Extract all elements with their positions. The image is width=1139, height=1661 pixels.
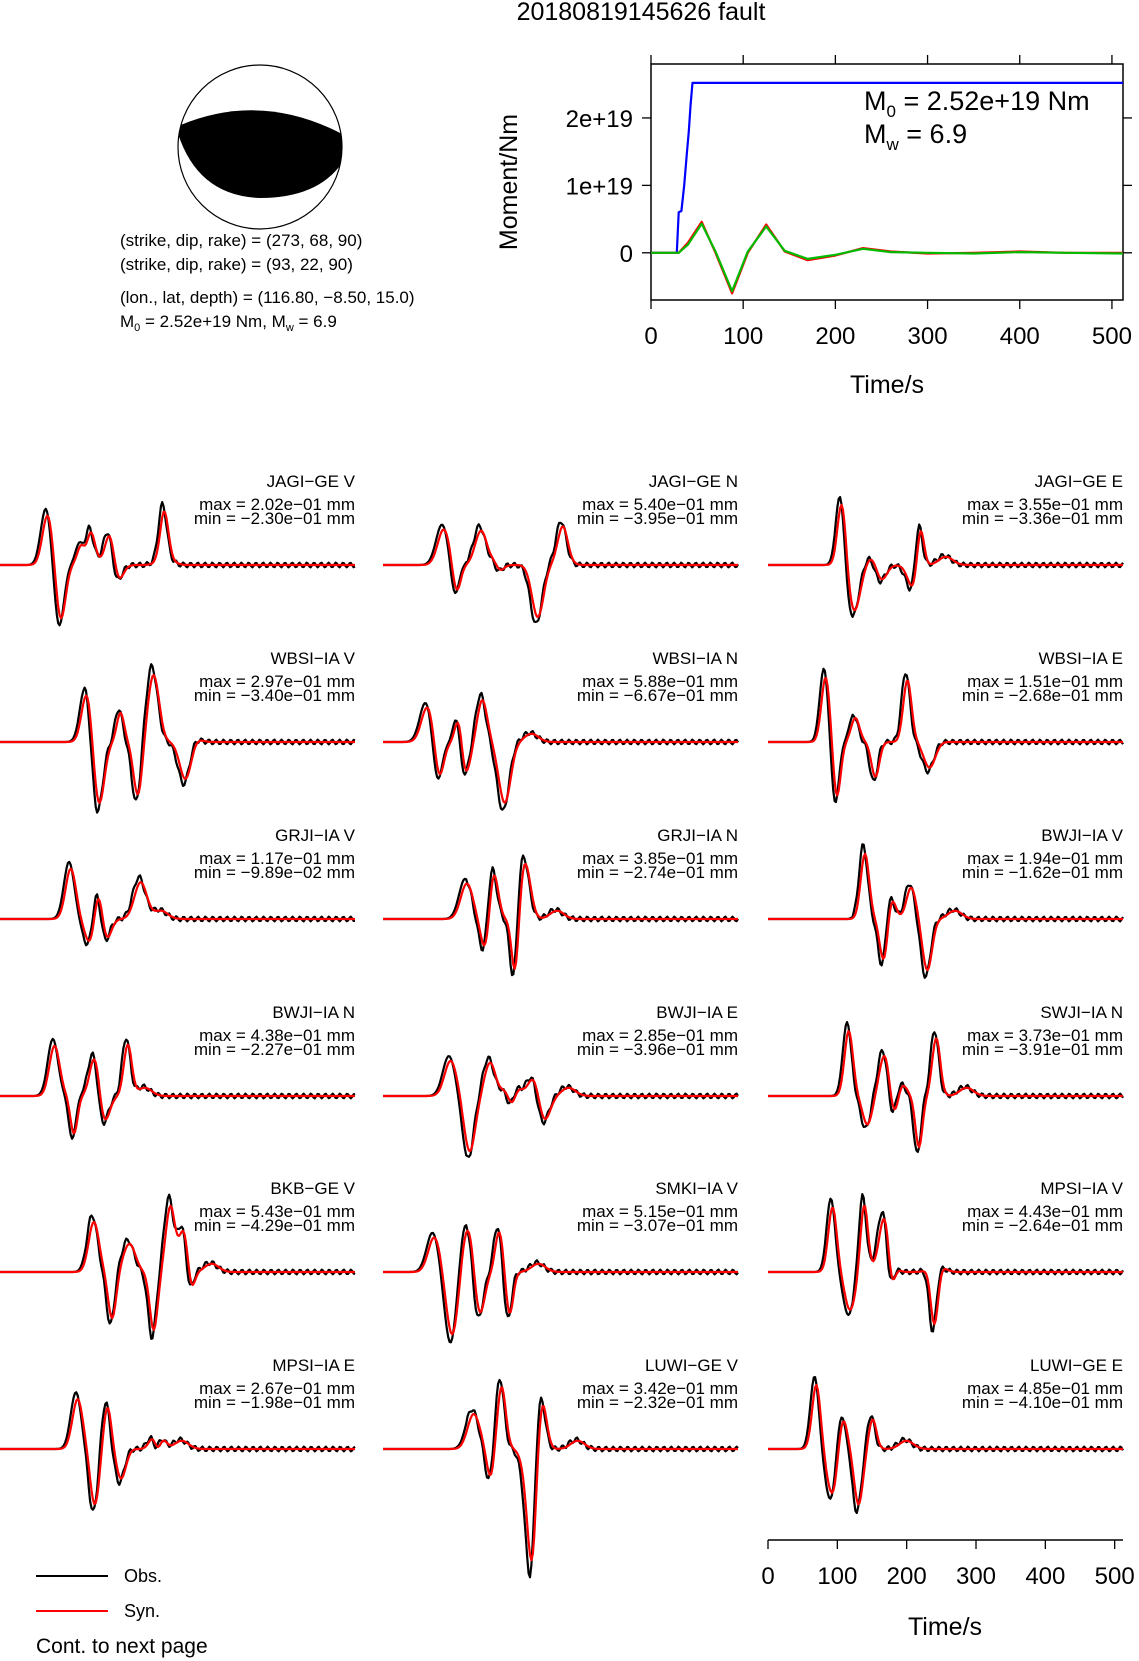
waveform-panel xyxy=(0,1179,356,1339)
waveform-max-label: max = 1.17e−01 mm xyxy=(199,849,355,868)
waveform-min-label: min = −4.10e−01 mm xyxy=(961,1393,1123,1412)
waveform-panel xyxy=(768,649,1123,802)
waveform-max-label: max = 4.43e−01 mm xyxy=(967,1202,1123,1221)
figure-title: 20180819145626 fault xyxy=(516,0,766,26)
waveform-max-label: max = 5.43e−01 mm xyxy=(199,1202,355,1221)
waveform-panel xyxy=(383,472,738,622)
waveform-min-label: min = −6.67e−01 mm xyxy=(576,686,738,705)
mechanism-line-2: (strike, dip, rake) = (93, 22, 90) xyxy=(120,255,353,274)
waveform-max-label: max = 2.85e−01 mm xyxy=(582,1026,738,1045)
waveform-min-label: min = −9.89e−02 mm xyxy=(193,863,355,882)
moment-rate-green-line xyxy=(651,224,1123,291)
waveform-panel xyxy=(383,1179,739,1342)
waveform-panel xyxy=(383,1356,739,1577)
waveform-station-label: MPSI−IA V xyxy=(1040,1179,1123,1198)
waveform-max-label: max = 3.85e−01 mm xyxy=(582,849,738,868)
moment-chart xyxy=(495,55,1132,399)
waveform-panel xyxy=(768,826,1124,978)
waveform-panel xyxy=(383,649,738,810)
waveform-min-label: min = −1.98e−01 mm xyxy=(193,1393,355,1412)
waveform-max-label: max = 4.85e−01 mm xyxy=(967,1379,1123,1398)
waveform-max-label: max = 3.73e−01 mm xyxy=(967,1026,1123,1045)
waveform-station-label: JAGI−GE V xyxy=(266,472,355,491)
moment-y-tick-label: 2e+19 xyxy=(565,105,633,133)
waveform-min-label: min = −2.30e−01 mm xyxy=(193,509,355,528)
waveform-panel xyxy=(383,1003,738,1157)
waveform-min-label: min = −3.36e−01 mm xyxy=(961,509,1123,528)
waveform-station-label: LUWI−GE E xyxy=(1029,1356,1123,1375)
waveform-max-label: max = 5.15e−01 mm xyxy=(582,1202,738,1221)
waveform-min-label: min = −3.40e−01 mm xyxy=(193,686,355,705)
waveform-station-label: GRJI−IA V xyxy=(275,826,355,845)
waveform-min-label: min = −3.95e−01 mm xyxy=(576,509,738,528)
synthetic-waveform xyxy=(383,1388,738,1561)
waveform-station-label: BWJI−IA V xyxy=(1041,826,1123,845)
synthetic-waveform xyxy=(383,1061,738,1151)
waveform-panel xyxy=(0,1003,355,1139)
moment-ylabel: Moment/Nm xyxy=(495,113,523,251)
continuation-note: Cont. to next page xyxy=(36,1635,208,1658)
waveform-min-label: min = −4.29e−01 mm xyxy=(193,1216,355,1235)
moment-y-tick-label: 0 xyxy=(619,240,633,268)
waveform-station-label: BWJI−IA E xyxy=(656,1003,738,1022)
waveform-station-label: LUWI−GE V xyxy=(644,1356,738,1375)
moment-x-tick-label: 300 xyxy=(907,323,948,350)
magnitude-line: $M_0 = 2.52e+19$ Nm, $M_w = 6.9$ xyxy=(120,312,337,334)
waveform-panel xyxy=(383,826,738,975)
moment-x-tick-label: 500 xyxy=(1091,323,1132,350)
waveform-panel xyxy=(0,826,356,945)
synthetic-waveform xyxy=(383,700,738,802)
bottom-xlabel: Time/s xyxy=(907,1613,983,1641)
legend xyxy=(36,1566,162,1621)
waveform-station-label: WBSI−IA E xyxy=(1038,649,1123,668)
moment-x-tick-label: 100 xyxy=(723,323,764,350)
mechanism-text xyxy=(120,231,415,334)
bottom-time-axis xyxy=(761,1540,1134,1641)
moment-m0-annotation: $M_0 = 2.52e+19$ Nm xyxy=(864,86,1090,121)
waveform-max-label: max = 2.02e−01 mm xyxy=(199,495,355,514)
waveform-station-label: WBSI−IA V xyxy=(270,649,355,668)
bottom-x-tick-label: 500 xyxy=(1094,1563,1135,1590)
waveform-panel xyxy=(0,1356,355,1510)
moment-y-tick-label: 1e+19 xyxy=(565,173,633,201)
waveform-min-label: min = −2.32e−01 mm xyxy=(576,1393,738,1412)
moment-xlabel: Time/s xyxy=(849,371,925,399)
waveform-min-label: min = −2.64e−01 mm xyxy=(961,1216,1123,1235)
bottom-x-tick-label: 300 xyxy=(955,1563,997,1590)
moment-mw-annotation: $M_w = 6.9$ xyxy=(864,119,968,154)
waveform-station-label: SMKI−IA V xyxy=(655,1179,738,1198)
bottom-x-tick-label: 100 xyxy=(817,1563,858,1590)
bottom-x-tick-label: 200 xyxy=(886,1563,927,1590)
waveform-max-label: max = 5.40e−01 mm xyxy=(582,495,738,514)
waveform-panel xyxy=(0,472,356,625)
mechanism-line-1: (strike, dip, rake) = (273, 68, 90) xyxy=(120,231,363,250)
waveform-panel xyxy=(0,649,356,813)
waveform-max-label: max = 2.97e−01 mm xyxy=(199,672,355,691)
waveform-min-label: min = −2.68e−01 mm xyxy=(961,686,1123,705)
location-line: (lon., lat, depth) = (116.80, −8.50, 15.0) xyxy=(120,288,415,307)
moment-x-tick-label: 0 xyxy=(644,323,658,350)
waveform-panel xyxy=(768,472,1123,617)
waveform-station-label: BWJI−IA N xyxy=(272,1003,355,1022)
moment-rate-red-line xyxy=(651,222,1123,293)
waveform-min-label: min = −3.96e−01 mm xyxy=(576,1040,738,1059)
legend-obs-label: Obs. xyxy=(124,1566,163,1586)
waveform-max-label: max = 2.67e−01 mm xyxy=(199,1379,355,1398)
bottom-x-tick-label: 400 xyxy=(1025,1563,1066,1590)
waveform-station-label: MPSI−IA E xyxy=(272,1356,355,1375)
moment-x-tick-label: 200 xyxy=(815,323,856,350)
waveform-max-label: max = 1.94e−01 mm xyxy=(967,849,1123,868)
observed-waveform xyxy=(383,1056,738,1157)
waveform-max-label: max = 5.88e−01 mm xyxy=(582,672,738,691)
waveform-station-label: WBSI−IA N xyxy=(652,649,738,668)
observed-waveform xyxy=(383,523,738,622)
legend-syn-label: Syn. xyxy=(124,1601,161,1621)
waveform-min-label: min = −1.62e−01 mm xyxy=(961,863,1123,882)
waveform-panels xyxy=(0,472,1124,1577)
waveform-panel xyxy=(768,1003,1123,1152)
beachball-diagram xyxy=(176,65,344,229)
waveform-max-label: max = 1.51e−01 mm xyxy=(967,672,1123,691)
waveform-panel xyxy=(768,1179,1124,1332)
waveform-station-label: JAGI−GE N xyxy=(648,472,738,491)
waveform-min-label: min = −3.07e−01 mm xyxy=(576,1216,738,1235)
waveform-max-label: max = 3.42e−01 mm xyxy=(582,1379,738,1398)
waveform-station-label: GRJI−IA N xyxy=(657,826,738,845)
waveform-max-label: max = 3.55e−01 mm xyxy=(967,495,1123,514)
waveform-panel xyxy=(768,1356,1123,1513)
waveform-station-label: BKB−GE V xyxy=(270,1179,355,1198)
waveform-station-label: JAGI−GE E xyxy=(1034,472,1123,491)
waveform-min-label: min = −2.74e−01 mm xyxy=(576,863,738,882)
waveform-station-label: SWJI−IA N xyxy=(1040,1003,1123,1022)
waveform-min-label: min = −3.91e−01 mm xyxy=(961,1040,1123,1059)
bottom-axis-ticks xyxy=(761,1540,1134,1590)
bottom-x-tick-label: 0 xyxy=(761,1563,775,1590)
waveform-min-label: min = −2.27e−01 mm xyxy=(193,1040,355,1059)
waveform-max-label: max = 4.38e−01 mm xyxy=(199,1026,355,1045)
moment-x-tick-label: 400 xyxy=(999,323,1040,350)
